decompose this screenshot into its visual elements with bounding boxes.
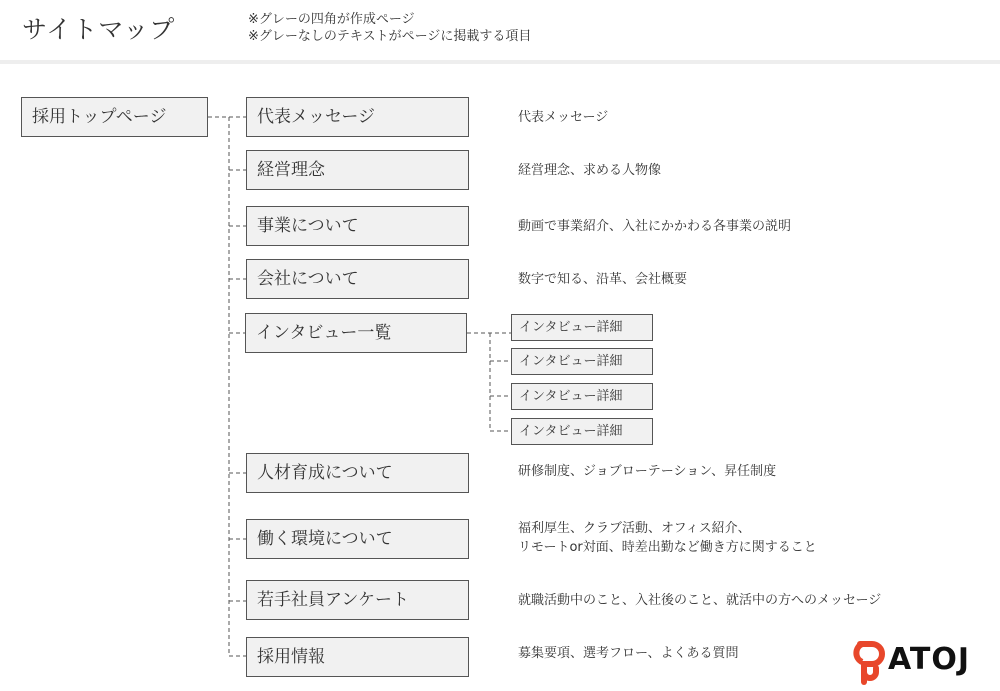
desc-business: 動画で事業紹介、入社にかかわる各事業の説明: [518, 219, 792, 234]
node-survey: 若手社員アンケート: [246, 580, 469, 620]
node-interview-detail-2: インタビュー詳細: [511, 348, 653, 375]
node-interview-detail-4: インタビュー詳細: [511, 418, 653, 445]
legend-note-plain-text: ※グレーなしのテキストがページに掲載する項目: [248, 29, 532, 44]
desc-company: 数字で知る、沿革、会社概要: [518, 272, 688, 287]
desc-philosophy: 経営理念、求める人物像: [518, 163, 662, 178]
desc-training: 研修制度、ジョブローテーション、昇任制度: [518, 464, 777, 479]
node-business: 事業について: [246, 206, 469, 246]
node-interview-list: インタビュー一覧: [245, 313, 467, 353]
node-ceo-message: 代表メッセージ: [246, 97, 469, 137]
node-interview-detail-1: インタビュー詳細: [511, 314, 653, 341]
node-recruit-info: 採用情報: [246, 637, 469, 677]
desc-ceo-message: 代表メッセージ: [518, 110, 609, 125]
company-logo: [850, 640, 980, 684]
node-company: 会社について: [246, 259, 469, 299]
page-title: サイトマップ: [22, 15, 176, 44]
desc-survey: 就職活動中のこと、入社後のこと、就活中の方へのメッセージ: [518, 593, 882, 608]
node-interview-detail-3: インタビュー詳細: [511, 383, 653, 410]
node-philosophy: 経営理念: [246, 150, 469, 190]
node-environment: 働く環境について: [246, 519, 469, 559]
legend-note-gray-box: ※グレーの四角が作成ページ: [248, 12, 415, 27]
logo-text: ATOJ: [888, 642, 971, 677]
desc-recruit-info: 募集要項、選考フロー、よくある質問: [518, 646, 739, 661]
node-training: 人材育成について: [246, 453, 469, 493]
desc-environment-line1: 福利厚生、クラブ活動、オフィス紹介、: [518, 521, 751, 536]
logo-mark-icon: [850, 640, 886, 686]
desc-environment-line2: リモートor対面、時差出勤など働き方に関すること: [518, 540, 817, 555]
node-recruit-top: 採用トップページ: [21, 97, 208, 137]
